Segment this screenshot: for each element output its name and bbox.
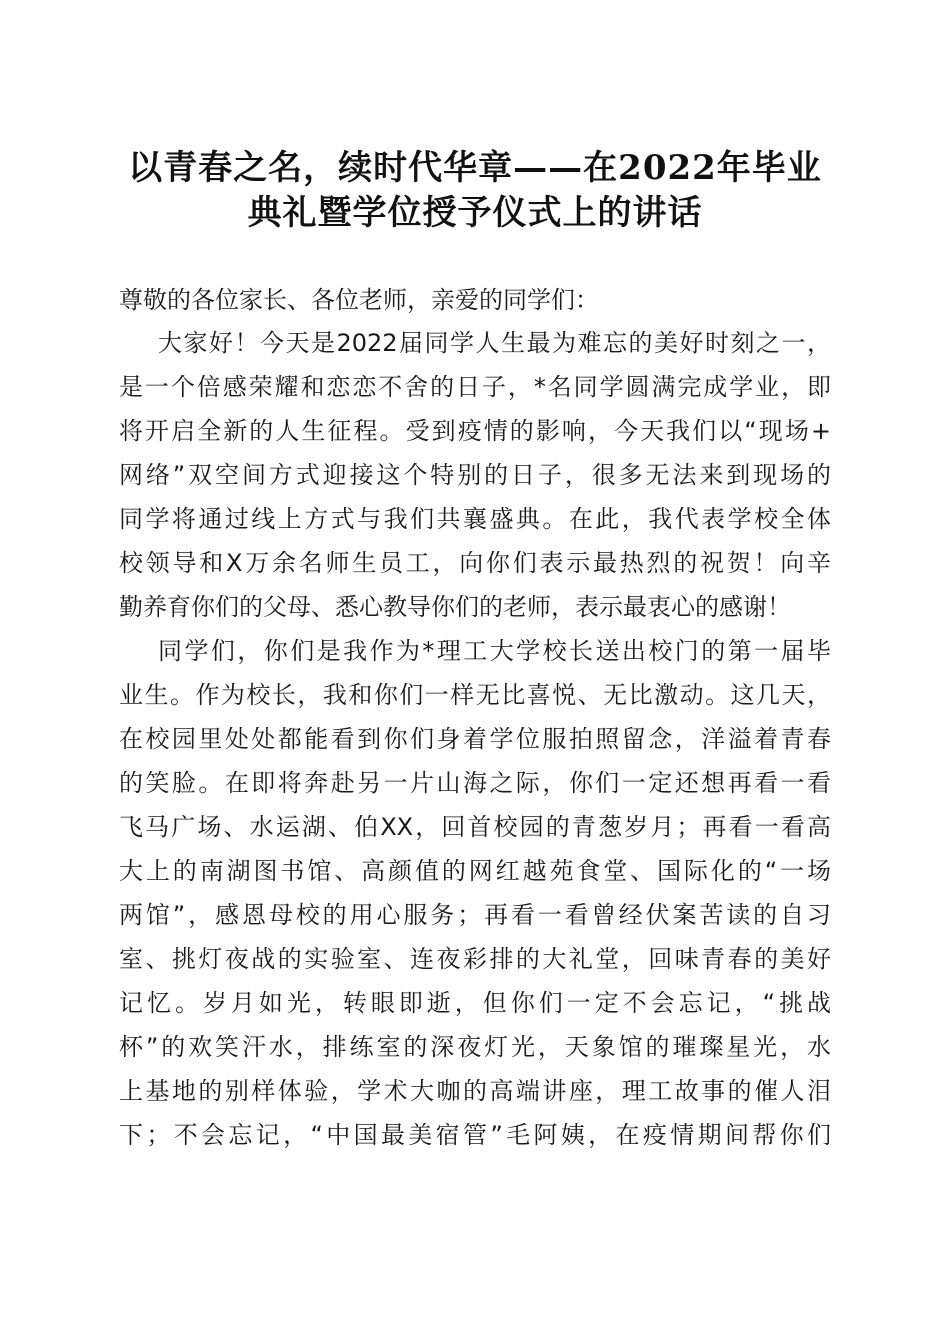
paragraph-2-line-9: 记忆。岁月如光，转眼即逝，但你们一定不会忘记，“挑战 xyxy=(119,989,831,1017)
paragraph-1-line-4: 网络”双空间方式迎接这个特别的日子，很多无法来到现场的 xyxy=(119,461,831,489)
paragraph-2-line-6: 大上的南湖图书馆、高颜值的网红越苑食堂、国际化的“一场 xyxy=(119,857,831,885)
paragraph-2-line-5: 飞马广场、水运湖、伯XX，回首校园的青葱岁月；再看一看高 xyxy=(119,813,831,841)
paragraph-1-line-2: 是一个倍感荣耀和恋恋不舍的日子，*名同学圆满完成学业，即 xyxy=(119,373,831,401)
paragraph-2-line-2: 业生。作为校长，我和你们一样无比喜悦、无比激动。这几天， xyxy=(119,681,831,709)
paragraph-1-line-7: 勤养育你们的父母、悉心教导你们的老师，表示最衷心的感谢！ xyxy=(119,593,791,621)
paragraph-2-line-3: 在校园里处处都能看到你们身着学位服拍照留念，洋溢着青春 xyxy=(119,725,831,753)
paragraph-2-line-4: 的笑脸。在即将奔赴另一片山海之际，你们一定还想再看一看 xyxy=(119,769,831,797)
paragraph-1-line-6: 校领导和X万余名师生员工，向你们表示最热烈的祝贺！向辛 xyxy=(119,549,831,577)
paragraph-1-line-1: 大家好！今天是2022届同学人生最为难忘的美好时刻之一， xyxy=(158,329,831,357)
document-title-line-2: 典礼暨学位授予仪式上的讲话 xyxy=(247,193,703,233)
paragraph-2-line-1: 同学们，你们是我作为*理工大学校长送出校门的第一届毕 xyxy=(158,637,831,665)
paragraph-2-line-12: 下；不会忘记，“中国最美宿管”毛阿姨，在疫情期间帮你们 xyxy=(119,1121,831,1149)
salutation: 尊敬的各位家长、各位老师，亲爱的同学们： xyxy=(119,286,599,314)
paragraph-1-line-5: 同学将通过线上方式与我们共襄盛典。在此，我代表学校全体 xyxy=(119,505,831,533)
document-title-line-1: 以青春之名，续时代华章——在2022年毕业 xyxy=(128,148,822,188)
paragraph-2-line-11: 上基地的别样体验，学术大咖的高端讲座，理工故事的催人泪 xyxy=(119,1077,831,1105)
paragraph-2-line-7: 两馆”，感恩母校的用心服务；再看一看曾经伏案苦读的自习 xyxy=(119,901,831,929)
paragraph-2-line-10: 杯”的欢笑汗水，排练室的深夜灯光，天象馆的璀璨星光，水 xyxy=(119,1033,831,1061)
paragraph-1-line-3: 将开启全新的人生征程。受到疫情的影响，今天我们以“现场+ xyxy=(119,417,831,445)
paragraph-2-line-8: 室、挑灯夜战的实验室、连夜彩排的大礼堂，回味青春的美好 xyxy=(119,945,831,973)
